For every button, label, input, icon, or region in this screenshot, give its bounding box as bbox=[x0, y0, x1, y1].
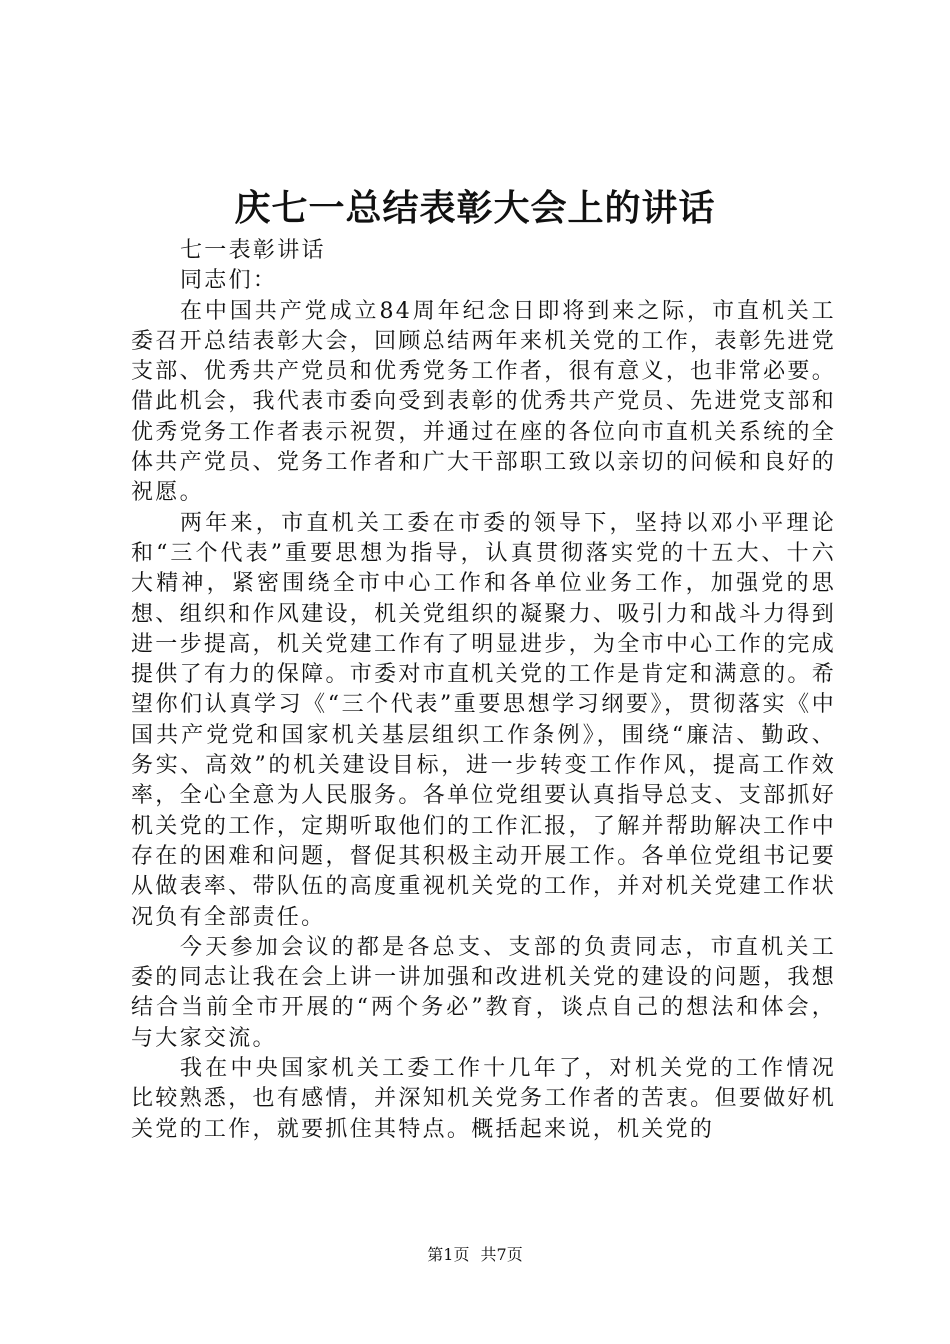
paragraph: 今天参加会议的都是各总支、支部的负责同志，市直机关工委的同志让我在会上讲一讲加强和改进机关党的建设的问题，我想结合当前全市开展的“两个务必”教育，谈点自己的想法和体会，与大家交流。 bbox=[131, 934, 836, 1051]
page-number: 第1页 bbox=[427, 1245, 470, 1264]
document-title: 庆七一总结表彰大会上的讲话 bbox=[234, 188, 716, 229]
page-footer bbox=[0, 1244, 950, 1266]
paragraph: 两年来，市直机关工委在市委的领导下，坚持以邓小平理论和“三个代表”重要思想为指导，认真贯彻落实党的十五大、十六大精神，紧密围绕全市中心工作和各单位业务工作，加强党的思想、组织和作风建设，机关党组织的凝聚力、吸引力和战斗力得到进一步提高，机关党建工作有了明显进步，为全市中心工作的完成提供了有力的保障。市委对市直机关党的工作是肯定和满意的。希望你们认真学习《“三个代表”重要思想学习纲要》，贯彻落实《中国共产党党和国家机关基层组织工作条例》，围绕“廉洁、勤政、务实、高效”的机关建设目标，进一步转变工作作风，提高工作效率，全心全意为人民服务。各单位党组要认真指导总支、支部抓好机关党的工作，定期听取他们的工作汇报，了解并帮助解决工作中存在的困难和问题，督促其积极主动开展工作。各单位党组书记要从做表率、带队伍的高度重视机关党的工作，并对机关党建工作状况负有全部责任。 bbox=[131, 510, 836, 930]
paragraph: 在中国共产党成立84周年纪念日即将到来之际，市直机关工委召开总结表彰大会，回顾总结两年来机关党的工作，表彰先进党支部、优秀共产党员和优秀党务工作者，很有意义，也非常必要。借此机会，我代表市委向受到表彰的优秀共产党员、先进党支部和优秀党务工作者表示祝贺，并通过在座的各位向市直机关系统的全体共产党员、党务工作者和广大干部职工致以亲切的问候和良好的祝愿。 bbox=[131, 298, 836, 506]
salutation: 同志们： bbox=[180, 268, 278, 294]
paragraph: 我在中央国家机关工委工作十几年了，对机关党的工作情况比较熟悉，也有感情，并深知机关党务工作者的苦衷。但要做好机关党的工作，就要抓住其特点。概括起来说，机关党的 bbox=[131, 1056, 836, 1142]
document-subtitle: 七一表彰讲话 bbox=[180, 238, 326, 263]
document-body bbox=[131, 236, 836, 1145]
page-total: 共7页 bbox=[480, 1245, 523, 1264]
